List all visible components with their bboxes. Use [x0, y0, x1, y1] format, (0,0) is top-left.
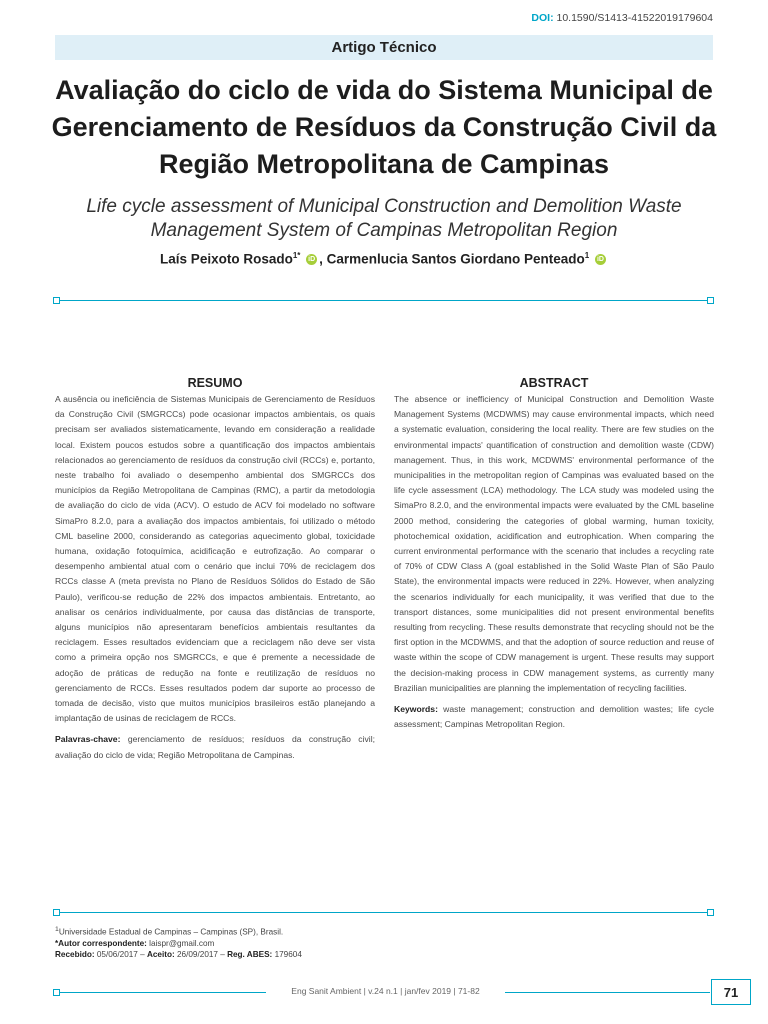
- resumo-keywords: [55, 732, 375, 762]
- page-number: [711, 979, 751, 1005]
- resumo-text: A ausência ou ineficiência de Sistemas Municipais de Gerenciamento de Resíduos da Construção Civil (SMGRCCs) pode ocasionar impactos ambientais, os quais precisam ser avaliados sistematicamente, levando em consideração a realidade local. Existem poucos estudos sobre a quantificação dos impactos ambientais relacionados ao gerenciamento de resíduos da construção civil (RCCs) e, portanto, neste trabalho foi avaliado o desempenho ambiental dos SMGRCCs dos municípios da Região Metropolitana de Campinas (RMC), a partir da metodologia de avaliação do ciclo de vida (ACV). O estudo de ACV foi modelado no software SimaPro 8.2.0, para a avaliação dos impactos ambientais, foi utilizado o método CML baseline 2000, considerando as categorias aquecimento global, toxicidade humana, oxidação fotoquímica, acidificação e eutrofização. Ao comparar o desempenho ambiental atual com o cenário que inclui 70% de reciclagem dos RCCs classe A (meta prevista no Plano de Resíduos Sólidos do Estado de São Paulo), verificou-se redução de 22% dos impactos ambientais. Entretanto, ao analisar os cenários individualmente, por causa das distâncias de transporte, alguns municípios não apresentaram benefícios ambientais resultantes da reciclagem. Esses resultados evidenciam que a reciclagem não deve ser vista como a primeira opção nos SMGRCCs, e que é premente a necessidade de adoção de práticas de redução na fonte e reutilização de resíduos no gerenciamento de RCCs. Esses resultados podem dar suporte ao processo de tomada de decisão, visto que muitos municípios brasileiros estão planejando a implantação de usinas de reciclagem de RCCs.: [55, 394, 375, 724]
- journal-citation: Eng Sanit Ambient | v.24 n.1 | jan/fev 2019 | 71-82: [291, 986, 480, 996]
- reg-label: Reg. ABES:: [227, 949, 273, 959]
- section-label: Artigo Técnico: [331, 39, 437, 56]
- corresponding-label: *Autor correspondente:: [55, 938, 147, 948]
- article-subtitle: Life cycle assessment of Municipal Construction and Demolition Waste Management System of Campinas Metropolitan Region: [86, 196, 682, 241]
- orcid-icon[interactable]: iD: [308, 256, 316, 264]
- keywords-label: Palavras-chave:: [55, 734, 121, 745]
- affiliation-mark: 1: [55, 926, 59, 933]
- divider-top: [56, 300, 711, 301]
- dates: Recebido: 05/06/2017 – Aceito: 26/09/2017 – Reg. ABES: 179604: [55, 949, 302, 959]
- author-mark: 1*: [292, 251, 301, 260]
- footer-line-right: [505, 992, 710, 993]
- author-separator: ,: [319, 251, 327, 267]
- author-name: Laís Peixoto Rosado: [160, 251, 293, 267]
- abstract-keywords: [394, 702, 714, 732]
- corresponding-email[interactable]: laispr@gmail.com: [149, 938, 215, 948]
- abstract-column: [394, 376, 714, 732]
- accepted-date: 26/09/2017: [177, 949, 218, 959]
- affiliation: [55, 924, 302, 938]
- author-name: Carmenlucia Santos Giordano Penteado: [326, 251, 585, 267]
- footer-line-left: [56, 992, 266, 993]
- page-number-text: 71: [723, 984, 739, 1000]
- abstract-text: The absence or inefficiency of Municipal Construction and Demolition Waste Management Systems (MCDWMS) may cause environmental impacts, which need a systematic evaluation, considering the local reality. There are few studies on the environmental impacts' quantification of construction and demolition waste (CDW) management. Thus, in this work, MCDWMS' environmental performance of the municipalities in the metropolitan region of Campinas was evaluated based on the life cycle assessment (LCA) methodology. The LCA study was modeled using the SimaPro 8.2.0, and the environmental impacts were evaluated by the CML baseline 2000 method, considering the categories of global warming, human toxicity, photochemical oxidation, acidification and eutrophication. When comparing the current environmental performance with the scenario that includes a recycling rate of 70% of CDW Class A (goal established in the Solid Waste Plan of São Paulo State), the environmental impacts were reduced in 22%. However, when analyzing the scenarios individually for each municipality, it was verified that due to the transport distances, some municipalities did not present environmental benefits resulting from recycling. These results demonstrate that recycling should not be the first option in the MCDWMS, and that the adoption of source reduction and reuse of waste within the scope of CDW management is urgent. These results may support the decision-making process in CDW management systems, as currently many Brazilian municipalities are planning the implementation of recycling facilities.: [394, 394, 714, 693]
- section-band: [55, 35, 713, 60]
- received-date: 05/06/2017: [96, 949, 138, 959]
- keywords-text: gerenciamento de resíduos; resíduos da construção civil; avaliação do ciclo de vida; Região Metropolitana de Campinas.: [55, 734, 375, 760]
- received-label: Recebido:: [55, 949, 95, 959]
- resumo-heading: RESUMO: [187, 376, 243, 390]
- resumo-column: [55, 376, 375, 763]
- reg-number: 179604: [274, 949, 302, 959]
- accepted-label: Aceito:: [146, 949, 175, 959]
- article-title: Avaliação do ciclo de vida do Sistema Municipal de Gerenciamento de Resíduos da Construção Civil da Região Metropolitana de Campinas: [51, 75, 717, 179]
- abstract-heading: ABSTRACT: [519, 376, 589, 390]
- keywords-text: waste management; construction and demolition wastes; life cycle assessment; Campinas Metropolitan Region.: [394, 704, 714, 730]
- affiliation-text: Universidade Estadual de Campinas – Campinas (SP), Brasil.: [58, 927, 284, 937]
- orcid-icon[interactable]: iD: [596, 256, 604, 264]
- doi-label: DOI:: [531, 12, 554, 24]
- authors: [40, 251, 728, 267]
- corresponding-author: [55, 938, 302, 949]
- doi[interactable]: [531, 12, 713, 24]
- footnotes: [55, 924, 302, 960]
- doi-value[interactable]: 10.1590/S1413-41522019179604: [556, 12, 713, 24]
- divider-bottom: [56, 912, 711, 913]
- author-mark: 1: [584, 251, 590, 260]
- keywords-label: Keywords:: [394, 704, 438, 715]
